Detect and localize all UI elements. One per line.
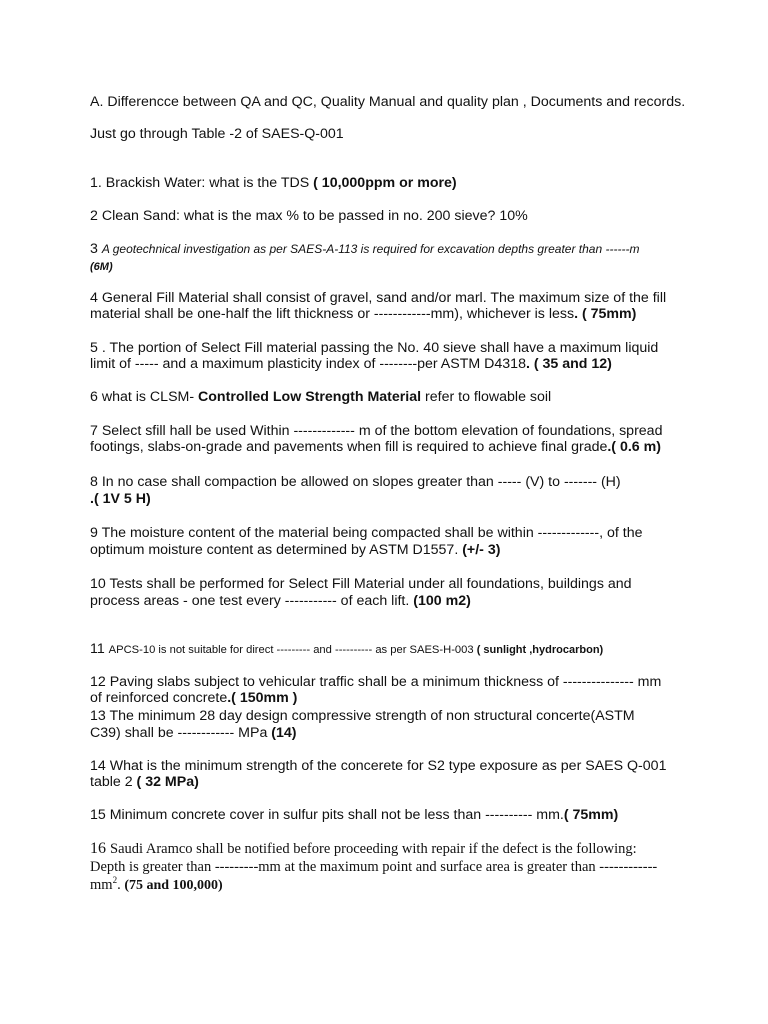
question-2: 2 Clean Sand: what is the max % to be passed in no. 200 sieve? 10% <box>90 208 528 224</box>
question-15 <box>90 806 618 824</box>
question-9-line-2 <box>90 541 500 559</box>
question-3-text: A geotechnical investigation as per SAES-A-113 is required for excavation depths greater than ------m <box>101 242 640 256</box>
question-6-term: Controlled Low Strength Material <box>198 389 422 405</box>
question-16-text-1: Saudi Aramco shall be notified before proceeding with repair if the defect is the following: <box>110 841 637 857</box>
question-13-text: C39) shall be ------------ MPa <box>90 725 272 741</box>
question-14-text: table 2 <box>90 774 137 790</box>
question-14-line-2 <box>90 773 199 791</box>
table-reference: Just go through Table -2 of SAES-Q-001 <box>90 126 344 142</box>
question-5-line-1: 5 . The portion of Select Fill material passing the No. 40 sieve shall have a maximum liquid <box>90 340 659 356</box>
question-10-answer: (100 m2) <box>413 593 471 609</box>
question-7-line-2 <box>90 438 661 456</box>
question-12-text: of reinforced concrete <box>90 690 228 706</box>
question-9-text: optimum moisture content as determined by ASTM D1557. <box>90 542 463 558</box>
question-7-text: footings, slabs-on-grade and pavements when fill is required to achieve final grade <box>90 439 608 455</box>
question-16-answer: (75 and 100,000) <box>124 878 223 893</box>
question-6-suffix: refer to flowable soil <box>421 389 552 405</box>
question-10-line-1: 10 Tests shall be performed for Select Fill Material under all foundations, buildings and <box>90 576 632 592</box>
question-4-answer: . ( 75mm) <box>574 306 637 322</box>
question-16-superscript: 2 <box>112 875 118 886</box>
question-6 <box>90 388 551 406</box>
question-1-text: 1. Brackish Water: what is the TDS <box>90 175 314 191</box>
question-12-line-2 <box>90 689 297 707</box>
question-4-text: material shall be one-half the lift thickness or ------------mm), whichever is less <box>90 306 575 322</box>
question-9-answer: (+/- 3) <box>462 542 501 558</box>
question-13-answer: (14) <box>271 725 297 741</box>
question-14-answer: ( 32 MPa) <box>136 774 199 790</box>
question-5-answer: . ( 35 and 12) <box>525 356 612 372</box>
question-8-line-1: 8 In no case shall compaction be allowed on slopes greater than ----- (V) to ------- (H) <box>90 474 621 490</box>
question-10-text: process areas - one test every ----------- of each lift. <box>90 593 414 609</box>
question-7-answer: .( 0.6 m) <box>607 439 661 455</box>
question-12-line-1: 12 Paving slabs subject to vehicular traffic shall be a minimum thickness of --------------- mm <box>90 674 662 690</box>
question-16-line-1 <box>90 840 637 858</box>
question-4-line-2 <box>90 305 636 323</box>
question-16-unit: mm <box>90 877 113 893</box>
question-11-answer: ( sunlight ,hydrocarbon) <box>476 644 604 656</box>
question-5-text: limit of ----- and a maximum plasticity index of --------per ASTM D4318 <box>90 356 526 372</box>
question-8-answer: .( 1V 5 H) <box>90 491 151 507</box>
question-14-line-1: 14 What is the minimum strength of the concerete for S2 type exposure as per SAES Q-001 <box>90 758 667 774</box>
question-11 <box>90 640 603 659</box>
question-10-line-2 <box>90 592 471 610</box>
question-13-line-2 <box>90 724 297 742</box>
intro-line: A. Differencce between QA and QC, Quality Manual and quality plan , Documents and records. <box>90 94 686 110</box>
question-15-text: 15 Minimum concrete cover in sulfur pits shall not be less than ---------- mm. <box>90 807 564 823</box>
question-3-answer: (6M) <box>90 261 113 273</box>
question-15-answer: ( 75mm) <box>563 807 619 823</box>
question-11-text: APCS-10 is not suitable for direct --------- and ---------- as per SAES-H-003 <box>108 644 477 656</box>
question-5-line-2 <box>90 355 612 373</box>
question-12-answer: .( 150mm ) <box>227 690 298 706</box>
question-16-period: . <box>117 877 125 893</box>
question-1-answer: ( 10,000ppm or more) <box>313 175 457 191</box>
question-7-line-1: 7 Select sfill hall be used Within ------------- m of the bottom elevation of foundations, spread <box>90 423 663 439</box>
question-9-line-1: 9 The moisture content of the material being compacted shall be within -------------, of the <box>90 525 643 541</box>
question-13-line-1: 13 The minimum 28 day design compressive strength of non structural concerte(ASTM <box>90 708 635 724</box>
question-6-prefix: 6 what is CLSM- <box>90 389 199 405</box>
question-16-line-2: Depth is greater than ---------mm at the maximum point and surface area is greater than ------------ <box>90 859 658 875</box>
question-11-number: 11 <box>90 641 109 657</box>
question-4-line-1: 4 General Fill Material shall consist of gravel, sand and/or marl. The maximum size of the fill <box>90 290 667 306</box>
question-3 <box>90 240 639 258</box>
question-16-number: 16 <box>90 840 110 857</box>
question-3-number: 3 <box>90 241 102 257</box>
question-16-line-3 <box>90 876 223 895</box>
question-1 <box>90 174 457 192</box>
